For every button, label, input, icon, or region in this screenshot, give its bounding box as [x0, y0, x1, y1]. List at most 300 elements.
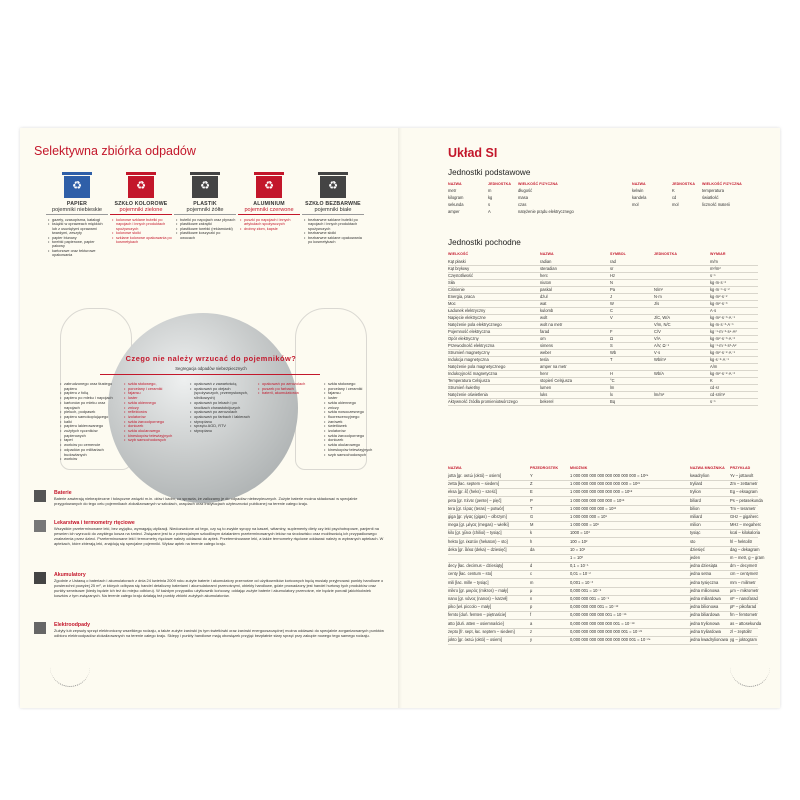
table-cell: 0,000 000 000 000 000 000 001 = 10⁻²¹ [570, 628, 643, 634]
section-title: Elektroodpady [54, 622, 91, 628]
table-cell: μ [530, 587, 533, 593]
bin-icon [64, 176, 90, 198]
table-cell: F [610, 329, 613, 334]
no-item: • pieluch, podpasek [60, 410, 116, 415]
table-cell: 0,01 = 10⁻² [570, 571, 591, 577]
table-cell: z [530, 628, 533, 634]
medicine-icon [34, 520, 46, 532]
no-item: • fajansu [324, 391, 384, 396]
no-item: • fluorescencyjnego [324, 415, 384, 420]
table-cell: k [530, 530, 533, 536]
no-item: • papieru z folią [60, 391, 116, 396]
section-title: Akumulatory [54, 572, 86, 578]
table-cell: weber [540, 350, 552, 355]
decorative-dots [730, 656, 770, 687]
table-cell: milion [690, 522, 701, 528]
table-cell: femto [duń. femten – piętnaście] [448, 612, 507, 618]
bin-item-list [238, 218, 300, 231]
table-row-line [448, 644, 758, 645]
table-cell: n [530, 596, 533, 601]
table-cell: 1 000 000 000 000 000 000 = 10¹⁸ [570, 489, 633, 495]
table-cell: hekto [gr. ἑκατόν (hekaton) – sto] [448, 538, 508, 544]
table-row-line [448, 405, 758, 406]
table-cell: s [488, 202, 491, 207]
table-cell: kg·m·s⁻³·A⁻¹ [710, 322, 734, 327]
table-cell: steradian [540, 266, 557, 271]
section-electrowaste [54, 622, 384, 639]
table-cell: V/m, N/C [654, 322, 671, 327]
table-cell: jotta [gr. oκτώ (októ) – osiem] [448, 473, 501, 478]
no-item: • opakowań po aerozolach [258, 382, 318, 387]
table-cell: μm – mikrometr [730, 587, 759, 593]
no-item: • zabrudzonego oraz tłustego papieru [60, 382, 116, 391]
table-header: NAZWA [632, 182, 646, 186]
bin-item: • kartonowe oraz tekturowe opakowania [52, 249, 108, 258]
table-cell: jedna trylionowa [690, 620, 720, 626]
bin-icon [192, 176, 218, 198]
table-cell: 0,000 001 = 10⁻⁶ [570, 587, 602, 593]
table-cell: m/m [710, 259, 718, 264]
table-cell: 0,000 000 000 001 = 10⁻¹² [570, 604, 619, 610]
table-cell: d [530, 563, 533, 569]
table-cell: herc [540, 273, 548, 278]
table-cell: Kąt bryłowy [448, 266, 470, 271]
no-item: • zniczy [324, 406, 384, 411]
no-item: • opakowań z zawartością [190, 382, 252, 387]
table-cell: Siła [448, 280, 455, 285]
table-cell: S [610, 343, 613, 348]
table-cell: Ps – petasekunda [730, 497, 763, 503]
question-title: Czego nie należy wrzucać do pojemników? [125, 354, 297, 363]
table-cell: czas [518, 202, 527, 207]
table-cell: as – attosekunda [730, 620, 762, 626]
table-cell: kg·m²·s⁻²·A⁻² [710, 371, 736, 376]
table-cell: giga [gr. γίγας (gigas) – olbrzym] [448, 514, 507, 519]
table-cell: C/V [654, 329, 661, 334]
section-medicines [54, 520, 384, 547]
table-cell: Temperatura Celsjusza [448, 378, 490, 383]
no-item: • szkła stołowego, [124, 382, 180, 387]
table-cell: mol [632, 202, 639, 207]
table-header: SYMBOL [610, 252, 626, 256]
no-item: • zużytych ręczników papierowych [60, 429, 116, 438]
waste-bin [238, 176, 300, 231]
table-cell: piko [wł. piccolo – mały] [448, 604, 492, 610]
recycle-icon: ♻ [200, 180, 210, 192]
table-cell: Yv – jottavolt [730, 473, 754, 478]
table-cell: kg·m⁻¹·s⁻² [710, 287, 730, 292]
table-cell: lumen [540, 385, 552, 390]
table-header: PRZEDROSTEK [530, 466, 559, 470]
table-cell: wolt na metr [540, 322, 563, 327]
table-cell: mega [gr. μέγας (megas) – wielki] [448, 522, 509, 528]
table-cell: fm – femtometr [730, 612, 758, 618]
section-title: Lekarstwa i termometry rtęciowe [54, 520, 135, 526]
subtitle-basic-units: Jednostki podstawowe [448, 168, 531, 177]
no-item: • styropianu [190, 420, 252, 425]
table-cell: temperatura [702, 188, 725, 193]
table-cell: cd·sr [710, 385, 720, 390]
no-item: • kartonów po mleku oraz napojach [60, 401, 116, 410]
no-list-aluminium [258, 382, 318, 396]
battery-icon [34, 490, 46, 502]
table-cell: kg⁻¹·m⁻²·s³·A² [710, 343, 737, 348]
no-item: • porcelany i ceramiki [124, 387, 180, 392]
table-cell: Ciśnienie [448, 287, 465, 292]
table-cell: nano [gr. νάνος (nanos) – karzeł] [448, 596, 508, 601]
table-cell: E [530, 489, 533, 495]
table-cell: peta [gr. πέντε (pente) – pięć] [448, 497, 502, 503]
electronics-icon [34, 622, 46, 634]
table-cell: stopień Celsjusza [540, 378, 573, 383]
bin-item: • kolorowe szklane butelki po napojach i innych produktach spożywczych [116, 218, 172, 231]
table-cell: Z [530, 481, 533, 487]
table-cell: Pojemność elektryczna [448, 329, 491, 334]
table-cell: m [488, 188, 492, 193]
table-cell: pF – pikofarad [730, 604, 757, 610]
bin-item: • szklane kolorowe opakowania po kosmetykach [116, 236, 172, 245]
table-cell: kg·m²·s⁻³·A⁻¹ [710, 315, 736, 320]
table-cell: dżul [540, 294, 548, 299]
table-header: WIELKOŚĆ [448, 252, 469, 256]
no-item: • szkła okularowego [324, 443, 384, 448]
table-cell: T [530, 505, 533, 511]
table-cell: 1000 = 10³ [570, 530, 590, 536]
table-cell: GHz – gigaherc [730, 514, 759, 519]
bin-subtitle: pojemniki zielone [110, 207, 172, 215]
waste-bin [174, 176, 236, 240]
no-item: • fajansu [124, 391, 180, 396]
table-header: WYMIAR [710, 252, 726, 256]
table-cell: 100 = 10² [570, 538, 588, 544]
bin-item: • puszki po napojach i innych artykułach spożywczych [244, 218, 300, 227]
no-item: • szkła stołowego [324, 382, 384, 387]
table-cell: jedna biliardowa [690, 612, 720, 618]
no-item: • papieru samokopiującego [60, 415, 116, 420]
no-item: • papieru po mleku i napojach [60, 396, 116, 401]
bin-lid [318, 172, 348, 175]
page-title-si: Układ SI [448, 146, 498, 160]
table-cell: °C [610, 378, 615, 383]
no-item: • puszek po farbach [258, 387, 318, 392]
no-list-plastic [190, 382, 252, 434]
table-header: MNOŻNIK [570, 466, 588, 470]
no-item: • tapet [60, 438, 116, 443]
recycle-icon: ♻ [264, 180, 274, 192]
table-cell: deka [gr. δέκα (deka) – dziesięć] [448, 546, 507, 552]
table-cell: Energia, praca [448, 294, 475, 299]
table-cell: mili [łac. mille – tysiąc] [448, 579, 489, 585]
table-cell: henr [540, 371, 549, 376]
bin-subtitle: pojemniki żółte [174, 207, 236, 215]
table-cell: sto [690, 538, 696, 544]
no-item: • kalki [60, 420, 116, 425]
question-subtitle: Segregacja odpadów niebezpiecznych [175, 366, 247, 371]
table-cell: 10 = 10¹ [570, 546, 586, 552]
table-cell: Y [530, 473, 533, 478]
table-cell: kg·m·s⁻² [710, 280, 727, 285]
table-header: PRZYKŁAD [730, 466, 751, 470]
table-cell: radian [540, 259, 552, 264]
no-item: • opakowań po aerozolach [190, 410, 252, 415]
bin-lid [62, 172, 92, 175]
table-cell: P [530, 497, 533, 503]
recycle-icon: ♻ [328, 180, 338, 192]
table-cell: J [610, 294, 613, 299]
table-cell: bekerel [540, 399, 554, 404]
table-cell: Eg – eksagram [730, 489, 758, 495]
table-cell: s⁻¹ [710, 273, 716, 278]
table-cell: farad [540, 329, 550, 334]
bin-item-list [174, 218, 236, 240]
table-cell: N·m [654, 294, 662, 299]
no-item: • szkła okularowego [124, 429, 180, 434]
table-cell: Wb [610, 350, 617, 355]
table-cell: 1 000 000 000 000 000 = 10¹⁵ [570, 497, 625, 503]
book-spread [20, 128, 780, 708]
left-page [20, 128, 400, 708]
table-cell: biliard [690, 497, 701, 503]
bin-item: • butelki po napojach oraz płynach [180, 218, 236, 222]
table-cell: atto [duń. atten – osiemnaście] [448, 620, 504, 626]
table-cell: tera [gr. τέρας (teras) – potwór] [448, 505, 505, 511]
table-cell: światłość [702, 195, 719, 200]
table-cell: A·s [710, 308, 717, 313]
table-cell: 1 000 000 000 = 10⁹ [570, 514, 608, 519]
no-item: • szkła okiennego [324, 401, 384, 406]
bin-icon [128, 176, 154, 198]
no-item: • szkła nowoczesnego [324, 410, 384, 415]
section-batteries [54, 490, 384, 507]
table-cell: h [530, 538, 533, 544]
table-cell: om [540, 336, 546, 341]
table-cell: Napięcie elektryczne [448, 315, 486, 320]
table-cell: MHz – megaherc [730, 522, 762, 528]
table-cell: centy [łac. centum – sto] [448, 571, 493, 577]
table-cell: tryliard [690, 481, 703, 487]
recycle-icon: ♻ [136, 180, 146, 192]
bin-item-list [110, 218, 172, 244]
waste-bin [302, 176, 364, 244]
table-cell: W [610, 301, 614, 306]
table-cell: Bq [610, 399, 616, 404]
table-cell: A/m [710, 364, 718, 369]
table-cell: zetta [łac. septem – siedem] [448, 481, 499, 487]
table-cell: Moc [448, 301, 456, 306]
table-cell: kwadrylion [690, 473, 710, 478]
no-item: • izolatorów [324, 429, 384, 434]
table-cell: dziesięć [690, 546, 705, 552]
no-item: • luster [324, 396, 384, 401]
table-cell: masa [518, 195, 529, 200]
table-cell: G [530, 514, 534, 519]
table-cell: 1 000 000 000 000 000 000 000 000 = 10²⁴ [570, 473, 649, 478]
waste-bin [46, 176, 108, 258]
no-item: • papieru lakierowanego [60, 424, 116, 429]
table-cell: Pa [610, 287, 616, 292]
right-page [400, 128, 780, 708]
bin-item: • plastikowe torebki (reklamówki) [180, 227, 236, 231]
table-cell: 0,000 000 000 000 000 000 000 001 = 10⁻²⁴ [570, 637, 651, 642]
table-cell: Kąt płaski [448, 259, 466, 264]
table-cell: jokto [gr. ὀκτώ (októ) – osiem] [448, 637, 502, 642]
table-cell: miliard [690, 514, 703, 519]
table-cell: 1 000 000 000 000 = 10¹² [570, 505, 617, 511]
table-row-line [448, 570, 758, 571]
no-list-colored-glass [124, 382, 180, 443]
table-cell: jeden [690, 555, 701, 560]
bin-subtitle: pojemniki niebieskie [46, 207, 108, 215]
page-title-waste: Selektywna zbiórka odpadów [34, 144, 196, 158]
bin-item: • papier biurowy [52, 236, 108, 240]
table-cell: Zm – zettametr [730, 481, 758, 487]
table-cell: jedna miliardowa [690, 596, 721, 601]
table-header: WIELKOŚĆ FIZYCZNA [702, 182, 742, 186]
table-cell: dm – decymetr [730, 563, 758, 569]
table-cell: 1 000 000 = 10⁶ [570, 522, 600, 528]
table-cell: hl – hektolitr [730, 538, 753, 544]
table-cell: kg·s⁻²·A⁻¹ [710, 357, 729, 362]
bin-subtitle: pojemniki czerwone [238, 207, 300, 215]
table-cell: s⁻¹ [710, 399, 716, 404]
table-cell: dag – dekagram [730, 546, 760, 552]
bin-name: ALUMINIUM [253, 201, 285, 207]
table-cell: 0,001 = 10⁻³ [570, 579, 593, 585]
table-cell: tysiąc [690, 530, 701, 536]
bins-row [46, 176, 366, 306]
table-cell: 0,1 = 10⁻¹ [570, 563, 589, 569]
table-cell: Tm – terametr [730, 505, 756, 511]
table-cell: wolt [540, 315, 548, 320]
table-cell: Przewodność elektryczna [448, 343, 495, 348]
bin-lid [254, 172, 284, 175]
table-cell: lm/m² [654, 392, 665, 397]
bin-item: • torebki papierowe, papier pakowy [52, 240, 108, 249]
table-cell: 1 = 10⁰ [570, 555, 584, 560]
table-cell: luks [540, 392, 548, 397]
bin-item: • drobny złom, kapsle [244, 227, 300, 231]
table-cell: kcal – kilokaloria [730, 530, 761, 536]
table-cell: eksa [gr. ἕξ (heks) – sześć] [448, 489, 497, 495]
subtitle-derived-units: Jednostki pochodne [448, 238, 521, 247]
table-cell: natężenie prądu elektrycznego [518, 209, 574, 214]
bin-item: • plastikowe zakrętki [180, 222, 236, 226]
no-item: • kineskopów telewizyjnych [324, 448, 384, 453]
table-row-line [448, 554, 758, 555]
table-cell: Strumień magnetyczny [448, 350, 490, 355]
bin-name: PLASTIK [193, 201, 217, 207]
table-cell: da [530, 546, 535, 552]
table-header: NAZWA MNOŻNIKA [690, 466, 725, 470]
bin-name: SZKŁO BEZBARWNE [305, 201, 361, 207]
no-item: • żarówek [324, 420, 384, 425]
no-item: • worków po cemencie [60, 443, 116, 448]
table-cell: Aktywność źródła promieniotwórczego [448, 399, 518, 404]
table-cell: mol [672, 202, 679, 207]
table-cell: 0,000 000 001 = 10⁻⁹ [570, 596, 610, 601]
table-cell: V [610, 315, 613, 320]
table-cell: Ładunek elektryczny [448, 308, 486, 313]
table-cell: decy [łac. decimus – dziesiąty] [448, 563, 504, 569]
bin-item: • gazety, czasopisma, katalogi [52, 218, 108, 222]
bin-subtitle: pojemniki białe [302, 207, 364, 215]
table-cell: Hz [610, 273, 616, 278]
table-cell: Indukcja magnetyczna [448, 357, 489, 362]
recycle-icon: ♻ [72, 180, 82, 192]
table-cell: mm – milimetr [730, 579, 756, 585]
table-cell: mikro [gr. μικρός (mikros) – mały] [448, 587, 509, 593]
table-cell: Wb/m² [654, 357, 667, 362]
table-cell: kilo [gr. χίλιοι (chilioi) – tysiąc] [448, 530, 502, 536]
table-cell: Ω [610, 336, 614, 341]
table-cell: kg·m²·s⁻³ [710, 301, 728, 306]
table-cell: V/A [654, 336, 661, 341]
accumulator-icon [34, 572, 46, 584]
bin-icon [320, 176, 346, 198]
no-item: • szkła żaroodpornego [124, 420, 180, 425]
table-cell: jedna milionowa [690, 587, 720, 593]
table-cell: C [610, 308, 613, 313]
table-cell: Indukcyjność magnetyczna [448, 371, 498, 376]
table-cell: wat [540, 301, 547, 306]
bin-item-list [46, 218, 108, 258]
table-cell: c [530, 571, 533, 577]
no-item: • opakowań po farbach i lakierach [190, 415, 252, 420]
table-header: JEDNOSTKA [672, 182, 696, 186]
table-cell: lx [610, 392, 613, 397]
table-cell: Natężenie pola elektrycznego [448, 322, 502, 327]
bin-icon [256, 176, 282, 198]
decorative-dots [50, 656, 90, 687]
table-header: JEDNOSTKA [654, 252, 678, 256]
table-cell: Natężenie pola magnetycznego [448, 364, 506, 369]
bin-item: • kolorowe słoiki [116, 231, 172, 235]
table-header: WIELKOŚĆ FIZYCZNA [518, 182, 558, 186]
bin-lid [126, 172, 156, 175]
no-item: • zniczy [124, 406, 180, 411]
no-item: • porcelany i ceramiki [324, 387, 384, 392]
no-item: • luster [124, 396, 180, 401]
bin-item: • plastikowe koszyczki po owocach [180, 231, 236, 240]
table-cell: simens [540, 343, 553, 348]
table-cell: N [610, 280, 613, 285]
table-cell: H [610, 371, 613, 376]
table-cell: lm [610, 385, 615, 390]
table-cell: nF – nanofarad [730, 596, 758, 601]
table-cell: zl – zeptolitr [730, 628, 752, 634]
no-item: • szkła żaroodpornego [324, 434, 384, 439]
table-cell: długość [518, 188, 533, 193]
no-item: • doniczek [324, 438, 384, 443]
section-text: Wszystkie przeterminowane leki, bez wyjątku, wymagają utylizacji. Niedozwolone od tego, czy są to zwykłe syropy na kaszel, witaminy, suplementy diety czy leki psychotropowe, panjenti na pewnien ich wyrzucić do zwykłego kosza na śmieci. Związane jest to z potencjalnym szkodliwym działaniem przeterminowanych leków na środowisko oraz możliwością ich przypadkowego znalezienia przez dzieci. Przeterminowane leki i termometry rtęciowe należy oddawać do aptek. Przeterminowane leki, a także termometry rtęciowe oddawać należy w wybranych aptekach. W aptekach, które zbierają leki, znajdują się specjalne pojemniki. Wykaz aptek na terenie całego kraju. [54, 526, 384, 546]
table-cell: Natężenie oświetlenia [448, 392, 488, 397]
section-title: Baterie [54, 490, 72, 496]
question-divider [100, 374, 320, 375]
table-cell: kg·m²·s⁻²·A⁻¹ [710, 350, 736, 355]
no-item: • odpadów po militariach budowlanych [60, 448, 116, 457]
table-cell: J/C, W/A [654, 315, 671, 320]
table-cell: bilion [690, 505, 700, 511]
no-item: • doniczek [124, 424, 180, 429]
no-item: • kineskopów telewizyjnych [124, 434, 180, 439]
table-cell: J/s [654, 301, 660, 306]
section-text: Zgodnie z Ustawą o bateriach i akumulatorach z dnia 24 kwietnia 2009 roku zużyte baterie i akumulatory przenośne od użytkowników końcowych będą musiały przyjmować punkty handlowe o powierzchni powyżej 25 m², w których odbywa się handel detaliczny bateriami i akumulatorami przenośnymi, obiekty handlowe, gdzie prowadzony jest handel hurtowy tych produktów oraz punkty serwisowe (kiedy będzie ich też do miejsc odbioru). W każdym przypadku użytkownik końcowy, oddając zużyte baterie i akumulatory przenośne, nie będzie ponosił jakichkolwiek kosztów z tym związanych. Na terenie całego kraju działają też punkty zbiórki zużytych akumulatorów. [54, 578, 384, 598]
table-cell: p [530, 604, 533, 610]
no-item: • worków [60, 457, 116, 462]
bin-item-list [302, 218, 364, 244]
bin-item: • bezbarwne szklane opakowania po kosmetykach [308, 236, 364, 245]
table-cell: yg – joktogram [730, 637, 757, 642]
